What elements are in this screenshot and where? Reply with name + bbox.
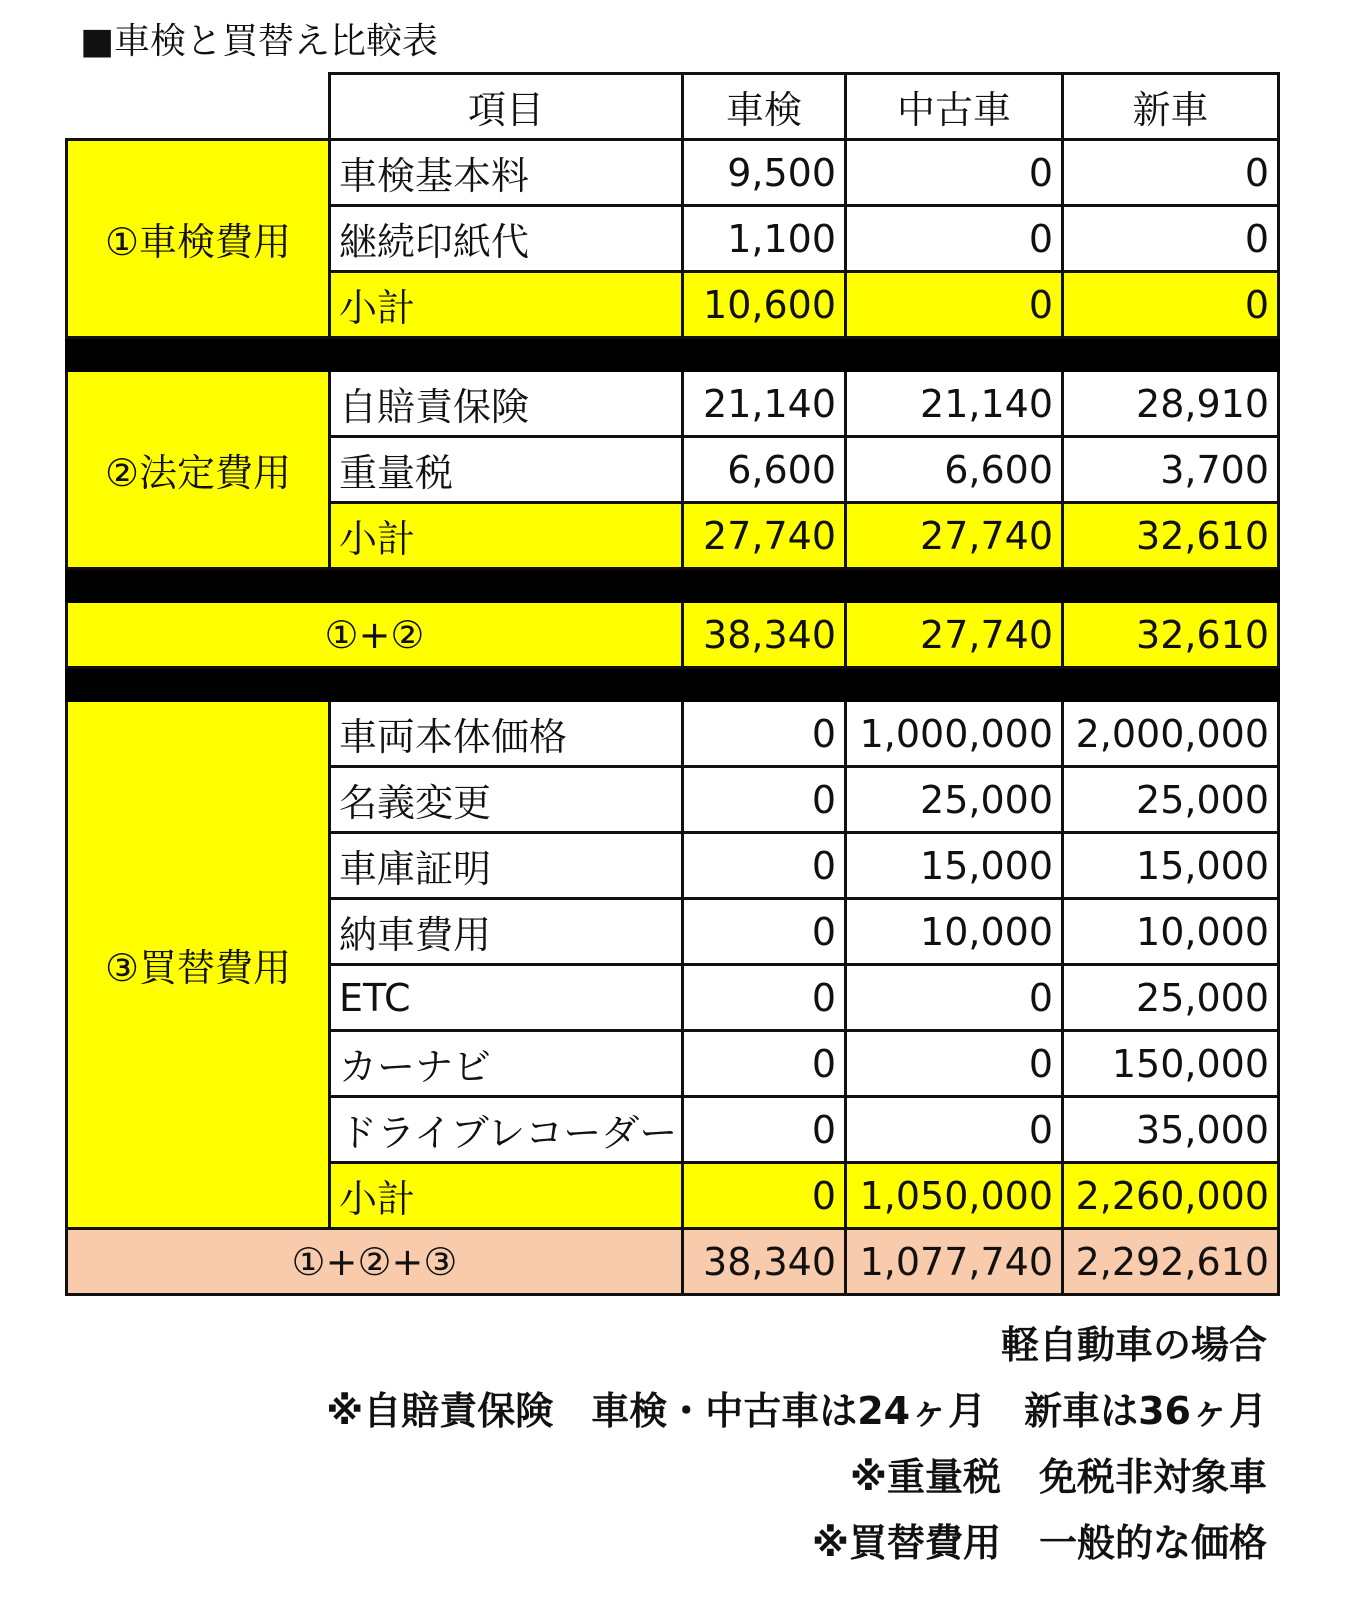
header-item: 項目	[330, 74, 683, 140]
value-cell: 0	[683, 767, 846, 833]
value-cell: 35,000	[1063, 1097, 1279, 1163]
value-cell: 0	[1063, 272, 1279, 338]
value-cell: 9,500	[683, 140, 846, 206]
value-cell: 10,600	[683, 272, 846, 338]
value-cell: 27,740	[683, 503, 846, 569]
value-cell: 3,700	[1063, 437, 1279, 503]
row-label: 小計	[330, 1163, 683, 1229]
value-cell: 6,600	[683, 437, 846, 503]
note-kei-car: 軽自動車の場合	[1000, 1323, 1267, 1367]
header-blank-cell	[67, 74, 330, 140]
row-label: 車庫証明	[330, 833, 683, 899]
value-cell: 0	[683, 833, 846, 899]
note-replacement-cost: ※買替費用 一般的な価格	[812, 1521, 1267, 1565]
row-label: 車検基本料	[330, 140, 683, 206]
value-cell: 0	[846, 272, 1063, 338]
separator-row	[67, 668, 1279, 701]
row-label: 小計	[330, 272, 683, 338]
value-cell: 27,740	[846, 503, 1063, 569]
value-cell: 10,000	[1063, 899, 1279, 965]
value-cell: 1,077,740	[846, 1229, 1063, 1295]
value-cell: 15,000	[1063, 833, 1279, 899]
value-cell: 0	[683, 701, 846, 767]
value-cell: 27,740	[846, 602, 1063, 668]
page-title: ■車検と買替え比較表	[80, 21, 439, 62]
header-used-car: 中古車	[846, 74, 1063, 140]
section-label-legal-cost: ②法定費用	[67, 371, 330, 569]
value-cell: 0	[1063, 140, 1279, 206]
value-cell: 0	[1063, 206, 1279, 272]
value-cell: 6,600	[846, 437, 1063, 503]
row-label: 小計	[330, 503, 683, 569]
grand-total-label: ①+②+③	[67, 1229, 683, 1295]
comparison-table	[65, 72, 1280, 1296]
section-label-replacement-cost: ③買替費用	[67, 701, 330, 1229]
value-cell: 0	[683, 1097, 846, 1163]
value-cell: 0	[683, 899, 846, 965]
value-cell: 32,610	[1063, 503, 1279, 569]
row-label: ドライブレコーダー	[330, 1097, 683, 1163]
value-cell: 25,000	[1063, 965, 1279, 1031]
row-label: カーナビ	[330, 1031, 683, 1097]
note-weight-tax: ※重量税 免税非対象車	[850, 1455, 1267, 1499]
separator-row	[67, 338, 1279, 371]
value-cell: 2,292,610	[1063, 1229, 1279, 1295]
value-cell: 21,140	[846, 371, 1063, 437]
value-cell: 0	[846, 140, 1063, 206]
notes-block	[326, 1312, 1267, 1576]
table-row	[67, 701, 1279, 767]
row-label: 納車費用	[330, 899, 683, 965]
value-cell: 2,260,000	[1063, 1163, 1279, 1229]
value-cell: 2,000,000	[1063, 701, 1279, 767]
grand-total-row	[67, 1229, 1279, 1295]
value-cell: 10,000	[846, 899, 1063, 965]
row-label: 継続印紙代	[330, 206, 683, 272]
value-cell: 15,000	[846, 833, 1063, 899]
row-label: 自賠責保険	[330, 371, 683, 437]
row-label: 重量税	[330, 437, 683, 503]
sum-1-2-row	[67, 602, 1279, 668]
separator-row	[67, 569, 1279, 602]
value-cell: 25,000	[1063, 767, 1279, 833]
value-cell: 0	[846, 965, 1063, 1031]
value-cell: 0	[683, 1031, 846, 1097]
header-shaken: 車検	[683, 74, 846, 140]
value-cell: 0	[846, 206, 1063, 272]
header-new-car: 新車	[1063, 74, 1279, 140]
value-cell: 28,910	[1063, 371, 1279, 437]
value-cell: 0	[683, 1163, 846, 1229]
table-row	[67, 140, 1279, 206]
value-cell: 1,100	[683, 206, 846, 272]
value-cell: 0	[846, 1031, 1063, 1097]
value-cell: 25,000	[846, 767, 1063, 833]
value-cell: 150,000	[1063, 1031, 1279, 1097]
value-cell: 32,610	[1063, 602, 1279, 668]
value-cell: 38,340	[683, 602, 846, 668]
row-label: 車両本体価格	[330, 701, 683, 767]
row-label: ETC	[330, 965, 683, 1031]
value-cell: 1,050,000	[846, 1163, 1063, 1229]
value-cell: 0	[683, 965, 846, 1031]
sum-1-2-label: ①+②	[67, 602, 683, 668]
value-cell: 38,340	[683, 1229, 846, 1295]
header-row	[67, 74, 1279, 140]
table-row	[67, 371, 1279, 437]
row-label: 名義変更	[330, 767, 683, 833]
value-cell: 1,000,000	[846, 701, 1063, 767]
section-label-shaken-cost: ①車検費用	[67, 140, 330, 338]
value-cell: 21,140	[683, 371, 846, 437]
note-insurance: ※自賠責保険 車検・中古車は24ヶ月 新車は36ヶ月	[326, 1389, 1267, 1433]
value-cell: 0	[846, 1097, 1063, 1163]
